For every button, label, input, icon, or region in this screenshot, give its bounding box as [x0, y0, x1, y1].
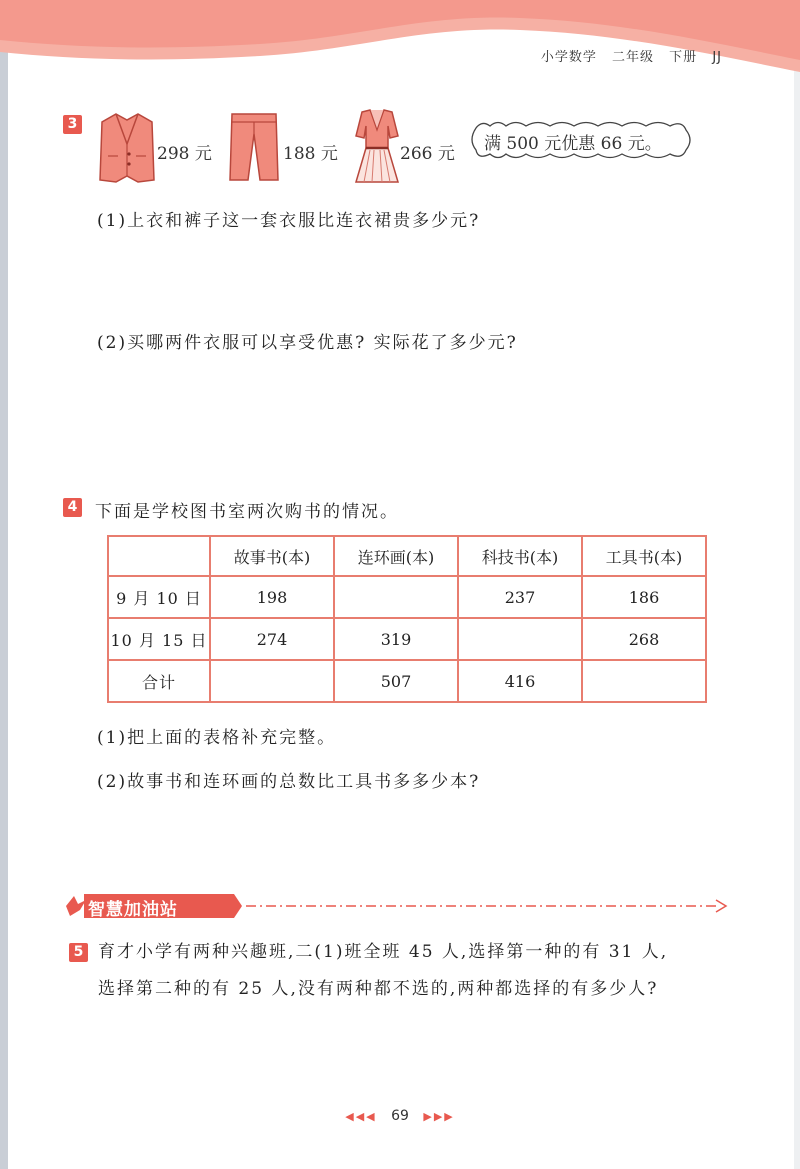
row-label-total: 合计 — [108, 660, 210, 702]
question-3-part-1: (1)上衣和裤子这一套衣服比连衣裙贵多少元? — [97, 211, 481, 231]
table-row — [108, 660, 706, 702]
question-5-line-1: 育才小学有两种兴趣班,二(1)班全班 45 人,选择第一种的有 31 人, — [98, 942, 669, 962]
question-4-number: 4 — [63, 498, 82, 517]
table-cell: 274 — [210, 618, 334, 660]
page-right-edge — [794, 0, 800, 1169]
header-volume: 下册 — [669, 50, 698, 65]
page-number-footer — [0, 1108, 800, 1124]
jacket-icon — [98, 110, 156, 184]
table-cell: 268 — [582, 618, 706, 660]
pants-price: 188 元 — [283, 144, 338, 164]
header-comic-books: 连环画(本) — [334, 536, 458, 576]
question-3-number: 3 — [63, 115, 82, 134]
header-book-info — [531, 46, 722, 65]
table-cell: 237 — [458, 576, 582, 618]
header-science-books: 科技书(本) — [458, 536, 582, 576]
table-row — [108, 576, 706, 618]
header-band — [0, 0, 800, 90]
dress-price: 266 元 — [400, 144, 455, 164]
question-4-part-1: (1)把上面的表格补充完整。 — [97, 728, 337, 748]
page-left-edge — [0, 0, 8, 1169]
question-5-number: 5 — [69, 943, 88, 962]
question-5-line-2: 选择第二种的有 25 人,没有两种都不选的,两种都选择的有多少人? — [98, 979, 659, 999]
book-purchase-table — [107, 535, 707, 703]
table-cell-blank[interactable] — [334, 576, 458, 618]
header-story-books: 故事书(本) — [210, 536, 334, 576]
table-corner-cell — [108, 536, 210, 576]
header-edition: JJ — [712, 50, 722, 65]
header-grade: 二年级 — [612, 50, 655, 65]
offer-text: 满 500 元优惠 66 元。 — [484, 134, 662, 154]
table-cell: 507 — [334, 660, 458, 702]
table-cell: 186 — [582, 576, 706, 618]
right-arrows-icon: ▶▶▶ — [423, 1110, 455, 1123]
table-cell-blank[interactable] — [582, 660, 706, 702]
table-cell: 319 — [334, 618, 458, 660]
table-cell-blank[interactable] — [458, 618, 582, 660]
question-4-part-2: (2)故事书和连环画的总数比工具书多多少本? — [97, 772, 481, 792]
table-cell-blank[interactable] — [210, 660, 334, 702]
row-label-sep-10: 9 月 10 日 — [108, 576, 210, 618]
pants-icon — [228, 112, 280, 182]
header-subject: 小学数学 — [540, 50, 597, 65]
dress-icon — [352, 106, 402, 186]
left-arrows-icon: ◀◀◀ — [345, 1110, 377, 1123]
jacket-price: 298 元 — [157, 144, 212, 164]
row-label-oct-15: 10 月 15 日 — [108, 618, 210, 660]
question-3-part-2: (2)买哪两件衣服可以享受优惠? 实际花了多少元? — [97, 333, 518, 353]
page-number: 69 — [391, 1108, 409, 1124]
header-reference-books: 工具书(本) — [582, 536, 706, 576]
section-title: 智慧加油站 — [88, 900, 178, 920]
table-cell: 198 — [210, 576, 334, 618]
table-row — [108, 618, 706, 660]
table-cell: 416 — [458, 660, 582, 702]
table-header-row — [108, 536, 706, 576]
question-4-intro: 下面是学校图书室两次购书的情况。 — [95, 502, 399, 522]
